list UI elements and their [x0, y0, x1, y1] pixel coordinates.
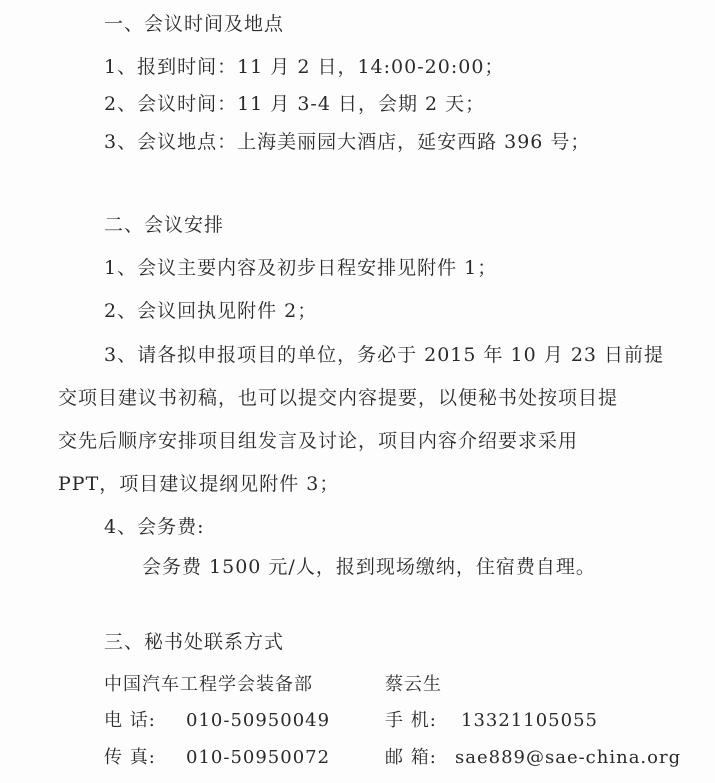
- section1-item-2: 2、会议时间：11 月 3-4 日，会期 2 天；: [104, 93, 486, 115]
- section2-item-3-line-2: 交项目建议书初稿，也可以提交内容提要，以便秘书处按项目提: [58, 387, 619, 409]
- section1-item-3: 3、会议地点：上海美丽园大酒店，延安西路 396 号；: [104, 131, 591, 153]
- section1-heading: 一、会议时间及地点: [104, 13, 285, 35]
- section2-item-1: 1、会议主要内容及初步日程安排见附件 1；: [104, 257, 498, 279]
- section2-item-2: 2、会议回执见附件 2；: [104, 300, 318, 322]
- contact-person-name: 蔡云生: [385, 674, 442, 695]
- section2-item-3-line-4: PPT，项目建议提纲见附件 3；: [58, 473, 340, 495]
- email-label: 邮 箱:: [385, 747, 437, 768]
- fax-label: 传 真:: [104, 747, 156, 768]
- section2-heading: 二、会议安排: [104, 214, 225, 236]
- contact-organization: 中国汽车工程学会装备部: [104, 674, 313, 695]
- mobile-label: 手 机:: [385, 710, 437, 731]
- section2-item-3-line-3: 交先后顺序安排项目组发言及讨论，项目内容介绍要求采用: [58, 430, 579, 452]
- section3-heading: 三、秘书处联系方式: [104, 631, 285, 653]
- phone-value: 010-50950049: [186, 710, 331, 731]
- section2-item-3-line-1: 3、请各拟申报项目的单位，务必于 2015 年 10 月 23 日前提: [104, 344, 665, 366]
- fax-value: 010-50950072: [186, 747, 331, 768]
- phone-label: 电 话:: [104, 710, 156, 731]
- section2-item-4-label: 4、会务费:: [104, 516, 205, 538]
- mobile-value: 13321105055: [461, 710, 598, 731]
- email-value: sae889@sae-china.org: [455, 747, 682, 768]
- section2-item-4-detail: 会务费 1500 元/人，报到现场缴纳，住宿费自理。: [142, 556, 596, 578]
- section1-item-1: 1、报到时间：11 月 2 日，14:00-20:00；: [104, 56, 505, 78]
